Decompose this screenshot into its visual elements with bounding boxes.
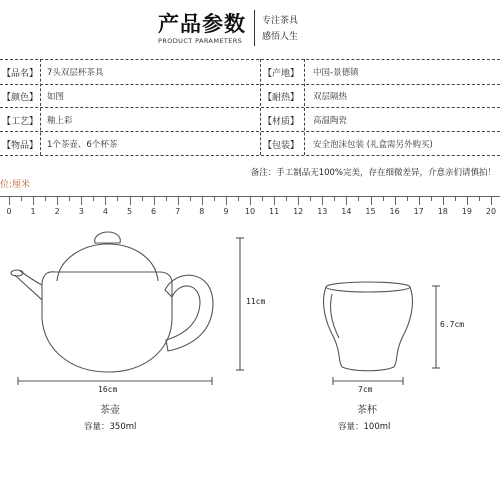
- cup-capacity: 容量：100ml: [338, 422, 391, 432]
- teapot-body: [42, 272, 172, 372]
- param-label: 【产地】: [263, 69, 300, 79]
- param-label: 【颜色】: [2, 93, 39, 103]
- teapot-spout-tip: [11, 270, 23, 276]
- disclaimer-note: 备注：手工制品无100%完美，存在细微差异，介意亲们请慎拍！: [250, 168, 496, 178]
- ruler-number: 3: [78, 207, 84, 216]
- ruler-number: 6: [151, 207, 157, 216]
- teapot-name: 茶壶: [100, 405, 120, 416]
- ruler-number: 5: [126, 207, 133, 216]
- ruler-number: 18: [437, 207, 448, 216]
- cup-height-label: 6.7cm: [440, 320, 465, 329]
- tagline-2: 感悟人生: [262, 32, 299, 42]
- ruler-number: 0: [6, 207, 12, 216]
- param-label: 【工艺】: [2, 117, 39, 127]
- ruler-number: 17: [413, 207, 424, 216]
- param-value: 双层隔热: [313, 92, 348, 102]
- ruler-number: 13: [317, 207, 328, 216]
- ruler-number: 9: [223, 207, 229, 216]
- unit-label: 位:厘米: [0, 180, 31, 190]
- cup-rim: [326, 282, 410, 292]
- ruler-number: 14: [341, 207, 352, 216]
- ruler-number: 10: [244, 207, 256, 216]
- ruler-number: 11: [269, 207, 280, 216]
- cup-width-label: 7cm: [358, 385, 373, 394]
- ruler-number: 2: [54, 207, 60, 216]
- param-value: 中国-景德镇: [313, 68, 359, 78]
- ruler-number: 7: [175, 207, 181, 216]
- teapot-lid: [57, 232, 158, 281]
- param-value: 1个茶壶、6个杯茶: [47, 140, 118, 150]
- ruler-number: 16: [389, 207, 400, 216]
- teapot-width-label: 16cm: [98, 385, 118, 394]
- param-label: 【包装】: [263, 141, 300, 151]
- ruler-number: 20: [485, 207, 497, 216]
- ruler-number: 12: [293, 207, 304, 216]
- ruler-number: 4: [102, 207, 108, 216]
- page-title: 产品参数: [158, 12, 246, 36]
- param-value: 如图: [47, 92, 65, 102]
- tagline-1: 专注茶具: [262, 16, 299, 26]
- teapot-height-label: 11cm: [246, 297, 266, 306]
- ruler-number: 19: [461, 207, 472, 216]
- param-label: 【物品】: [2, 141, 39, 151]
- cup-name: 茶杯: [357, 405, 377, 416]
- cup-body: [324, 287, 413, 371]
- teapot-capacity: 容量：350ml: [84, 422, 137, 432]
- param-value: 7头双层杯茶具: [47, 68, 104, 78]
- cup-inner: [331, 294, 339, 338]
- param-label: 【耐热】: [263, 93, 300, 103]
- param-label: 【品名】: [2, 69, 39, 79]
- ruler-number: 8: [199, 207, 205, 216]
- param-value: 高温陶瓷: [313, 116, 348, 126]
- param-value: 釉上彩: [47, 116, 73, 126]
- page-subtitle: PRODUCT PARAMETERS: [158, 37, 243, 45]
- param-label: 【材质】: [263, 117, 300, 127]
- ruler-number: 15: [365, 207, 376, 216]
- param-value: 安全泡沫包装 (礼盒需另外购买): [313, 140, 433, 150]
- ruler-number: 1: [30, 207, 36, 216]
